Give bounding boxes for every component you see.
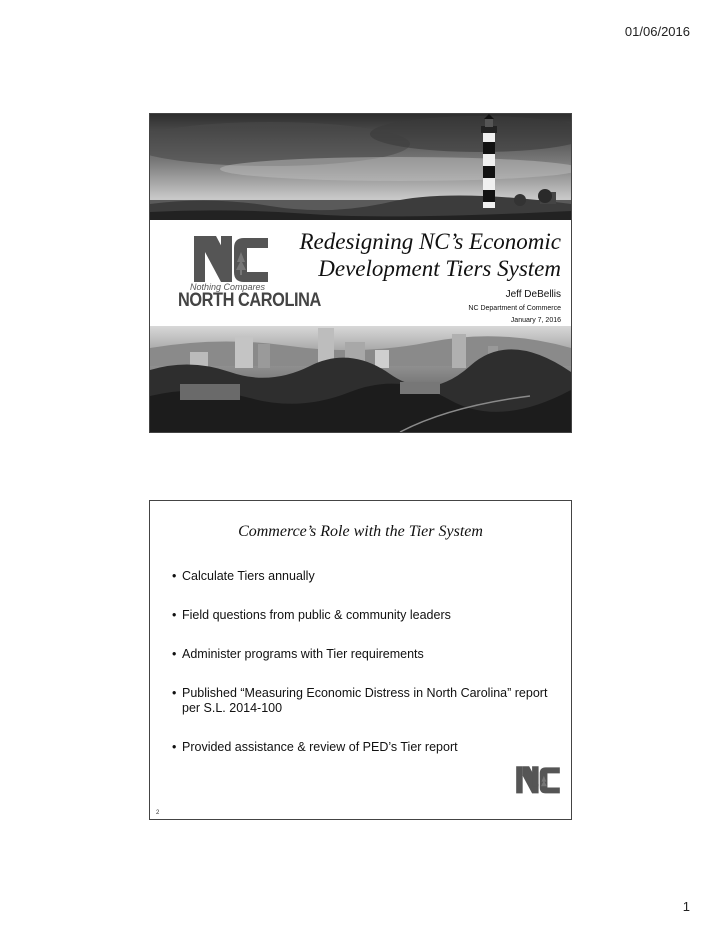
slide-number: 2 xyxy=(156,810,160,816)
slide-title-line2: Development Tiers System xyxy=(318,256,561,281)
title-slide xyxy=(149,113,572,433)
bullet-item: • Published “Measuring Economic Distress in North Carolina” report per S.L. 2014-100 xyxy=(172,686,562,716)
header-date: 01/06/2016 xyxy=(624,24,690,39)
logo-tagline: Nothing Compares xyxy=(190,282,266,292)
city-skyline-photo xyxy=(150,326,571,432)
slide-title-line1: Redesigning NC’s Economic xyxy=(299,229,561,254)
commerce-role-slide xyxy=(149,500,572,820)
bullet-item: • Field questions from public & community leaders xyxy=(172,608,562,623)
slide2-title: Commerce’s Role with the Tier System xyxy=(238,523,483,540)
author-name: Jeff DeBellis xyxy=(505,289,561,300)
page-number: 1 xyxy=(682,899,690,914)
presentation-date: January 7, 2016 xyxy=(510,317,561,324)
bullet-item: • Calculate Tiers annually xyxy=(172,569,562,584)
nc-logo-small xyxy=(515,763,561,799)
logo-state-name: NORTH CAROLINA xyxy=(178,290,321,311)
bullet-item: • Provided assistance & review of PED’s Tier report xyxy=(172,740,562,755)
slide-title xyxy=(281,228,561,282)
bullet-item: • Administer programs with Tier requirements xyxy=(172,647,562,662)
lighthouse-photo xyxy=(150,114,571,220)
bullet-list xyxy=(172,569,562,779)
author-department: NC Department of Commerce xyxy=(468,305,561,312)
